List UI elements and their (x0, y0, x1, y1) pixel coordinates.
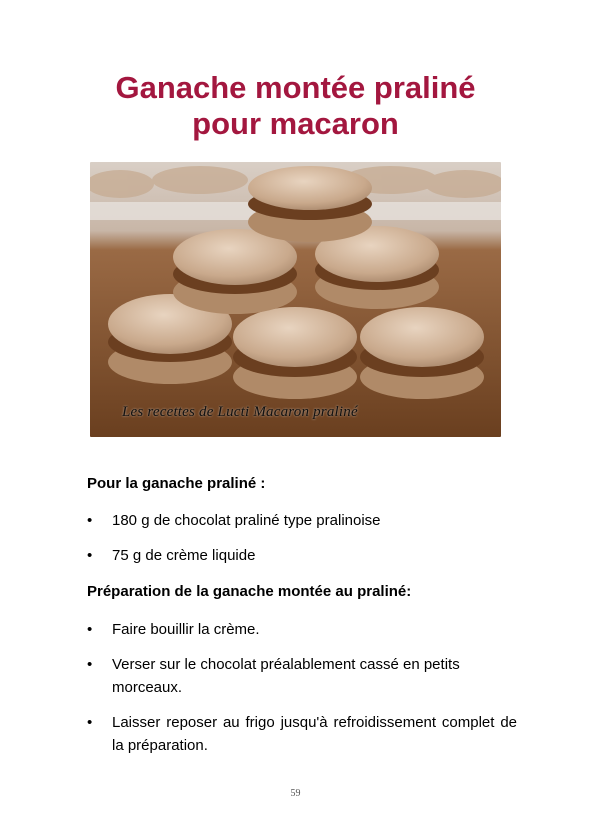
page-number: 59 (290, 788, 301, 799)
bullet: • (87, 547, 93, 564)
ingredient-item: • 75 g de crème liquide (87, 544, 255, 567)
ingredients-heading: Pour la ganache praliné : (87, 475, 266, 492)
ingredient-item: • 180 g de chocolat praliné type pralinoise (87, 509, 381, 532)
title-line-2: pour macaron (192, 106, 399, 141)
macaron-illustration (90, 162, 501, 437)
preparation-heading: Préparation de la ganache montée au praliné: (87, 583, 412, 600)
bullet: • (87, 621, 93, 638)
bullet: • (87, 512, 93, 529)
preparation-step: • Faire bouillir la crème. (87, 618, 260, 641)
preparation-step: • Laisser reposer au frigo jusqu'à refroidissement complet de la préparation. (87, 711, 517, 757)
bullet: • (87, 656, 93, 673)
preparation-step: • Verser sur le chocolat préalablement cassé en petits morceaux. (87, 653, 517, 699)
bullet: • (87, 714, 93, 731)
title-line-1: Ganache montée praliné (115, 70, 476, 105)
macaron-photo (90, 162, 501, 437)
photo-caption: Les recettes de Lucti Macaron praliné (122, 404, 358, 420)
page-title (0, 70, 591, 142)
